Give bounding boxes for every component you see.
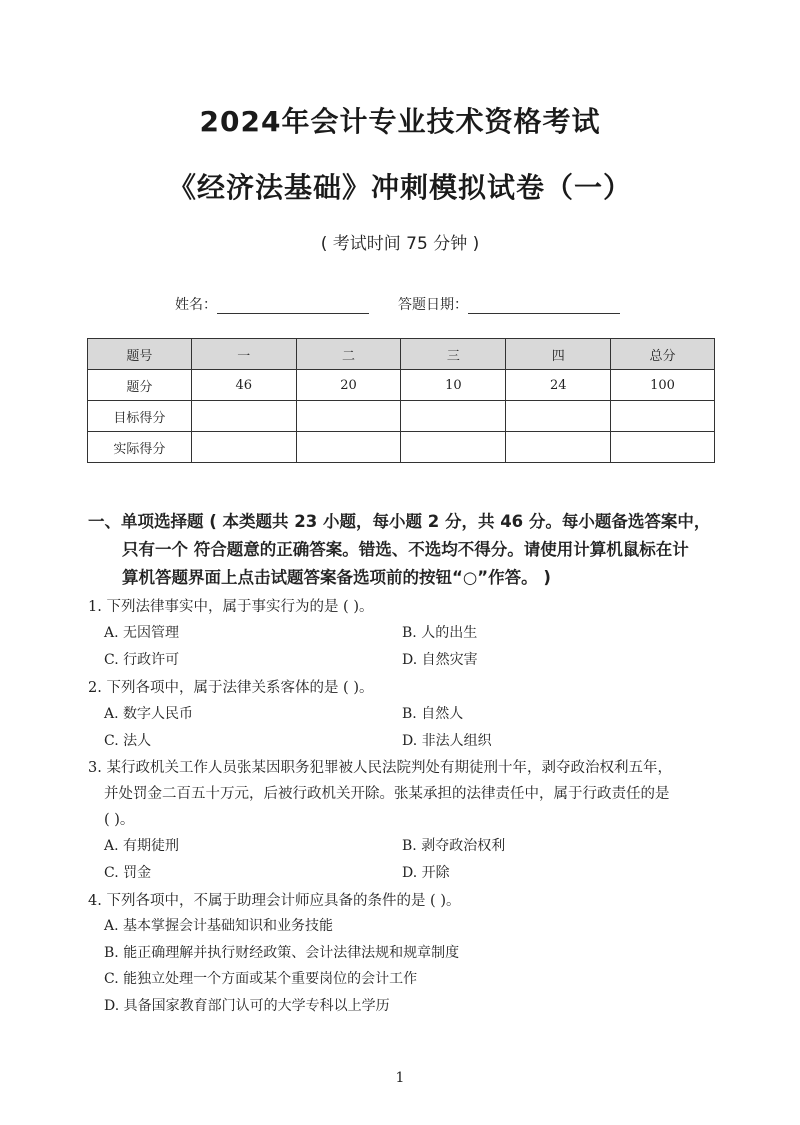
question-3-stem-line-1: 3. 某行政机关工作人员张某因职务犯罪被人民法院判处有期徒刑十年，剥夺政治权利五年， [88,760,672,776]
table-cell: 10 [401,370,506,401]
header-cell: 四 [506,339,611,370]
row-label: 实际得分 [88,432,192,463]
question-3-stem-line-3: ( )。 [104,812,135,828]
question-4-option-c[interactable]: C. 能独立处理一个方面或某个重要岗位的会计工作 [104,971,418,987]
page-number: 1 [395,1070,405,1086]
header-cell: 题号 [88,339,192,370]
header-cell: 二 [296,339,401,370]
header-cell: 总分 [611,339,715,370]
section-line-2: 只有一个 符合题意的正确答案。错选、不选均不得分。请使用计算机鼠标在计 [122,540,689,559]
question-1-option-a[interactable]: A. 无因管理 [104,625,180,641]
question-1-stem: 1. 下列法律事实中，属于事实行为的是 ( )。 [88,599,374,615]
table-cell[interactable] [611,432,715,463]
question-3-option-c[interactable]: C. 罚金 [104,865,152,881]
question-1-option-c[interactable]: C. 行政许可 [104,652,180,668]
question-4-stem: 4. 下列各项中，不属于助理会计师应具备的条件的是 ( )。 [88,893,461,909]
table-cell[interactable] [401,432,506,463]
table-cell[interactable] [296,432,401,463]
question-2-option-d[interactable]: D. 非法人组织 [402,733,492,749]
question-1-option-d[interactable]: D. 自然灾害 [402,652,478,668]
table-cell[interactable] [296,401,401,432]
name-label: 姓名： [175,297,217,313]
exam-subtitle: 《经济法基础》冲刺模拟试卷（一） [167,171,632,204]
table-cell[interactable] [401,401,506,432]
question-2-option-a[interactable]: A. 数字人民币 [104,706,194,722]
question-3-option-b[interactable]: B. 剥夺政治权利 [402,838,506,854]
question-4-option-d[interactable]: D. 具备国家教育部门认可的大学专科以上学历 [104,998,390,1014]
table-cell: 100 [611,370,715,401]
name-blank[interactable] [217,293,369,314]
question-2-option-c[interactable]: C. 法人 [104,733,152,749]
table-row [88,370,715,401]
row-label: 题分 [88,370,192,401]
table-cell: 24 [506,370,611,401]
header-cell: 三 [401,339,506,370]
row-label: 目标得分 [88,401,192,432]
question-4-option-a[interactable]: A. 基本掌握会计基础知识和业务技能 [104,918,334,934]
table-row [88,432,715,463]
exam-time: ( 考试时间 75 分钟 ) [320,234,480,254]
table-cell[interactable] [191,432,296,463]
question-2-option-b[interactable]: B. 自然人 [402,706,464,722]
date-label: 答题日期： [398,297,468,313]
score-table-header-row [88,339,715,370]
table-cell[interactable] [506,432,611,463]
table-cell: 46 [191,370,296,401]
table-row [88,401,715,432]
date-field [398,293,620,314]
section-line-3: 算机答题界面上点击试题答案备选项前的按钮“○”作答。 ) [122,568,551,587]
question-2-stem: 2. 下列各项中，属于法律关系客体的是 ( )。 [88,680,374,696]
question-3-option-d[interactable]: D. 开除 [402,865,450,881]
table-cell[interactable] [506,401,611,432]
question-3-stem-line-2: 并处罚金二百五十万元，后被行政机关开除。张某承担的法律责任中，属于行政责任的是 [104,786,670,802]
table-cell[interactable] [191,401,296,432]
score-table [87,338,715,463]
question-4-option-b[interactable]: B. 能正确理解并执行财经政策、会计法律法规和规章制度 [104,945,460,961]
date-blank[interactable] [468,293,620,314]
section-heading [88,508,728,592]
table-cell: 20 [296,370,401,401]
question-1-option-b[interactable]: B. 人的出生 [402,625,478,641]
exam-title: 2024年会计专业技术资格考试 [199,105,601,138]
section-line-1: 一、单项选择题 ( 本类题共 23 小题，每小题 2 分，共 46 分。每小题备选答案中， [88,512,711,531]
question-3-option-a[interactable]: A. 有期徒刑 [104,838,180,854]
table-cell[interactable] [611,401,715,432]
header-cell: 一 [191,339,296,370]
name-field [175,293,369,314]
